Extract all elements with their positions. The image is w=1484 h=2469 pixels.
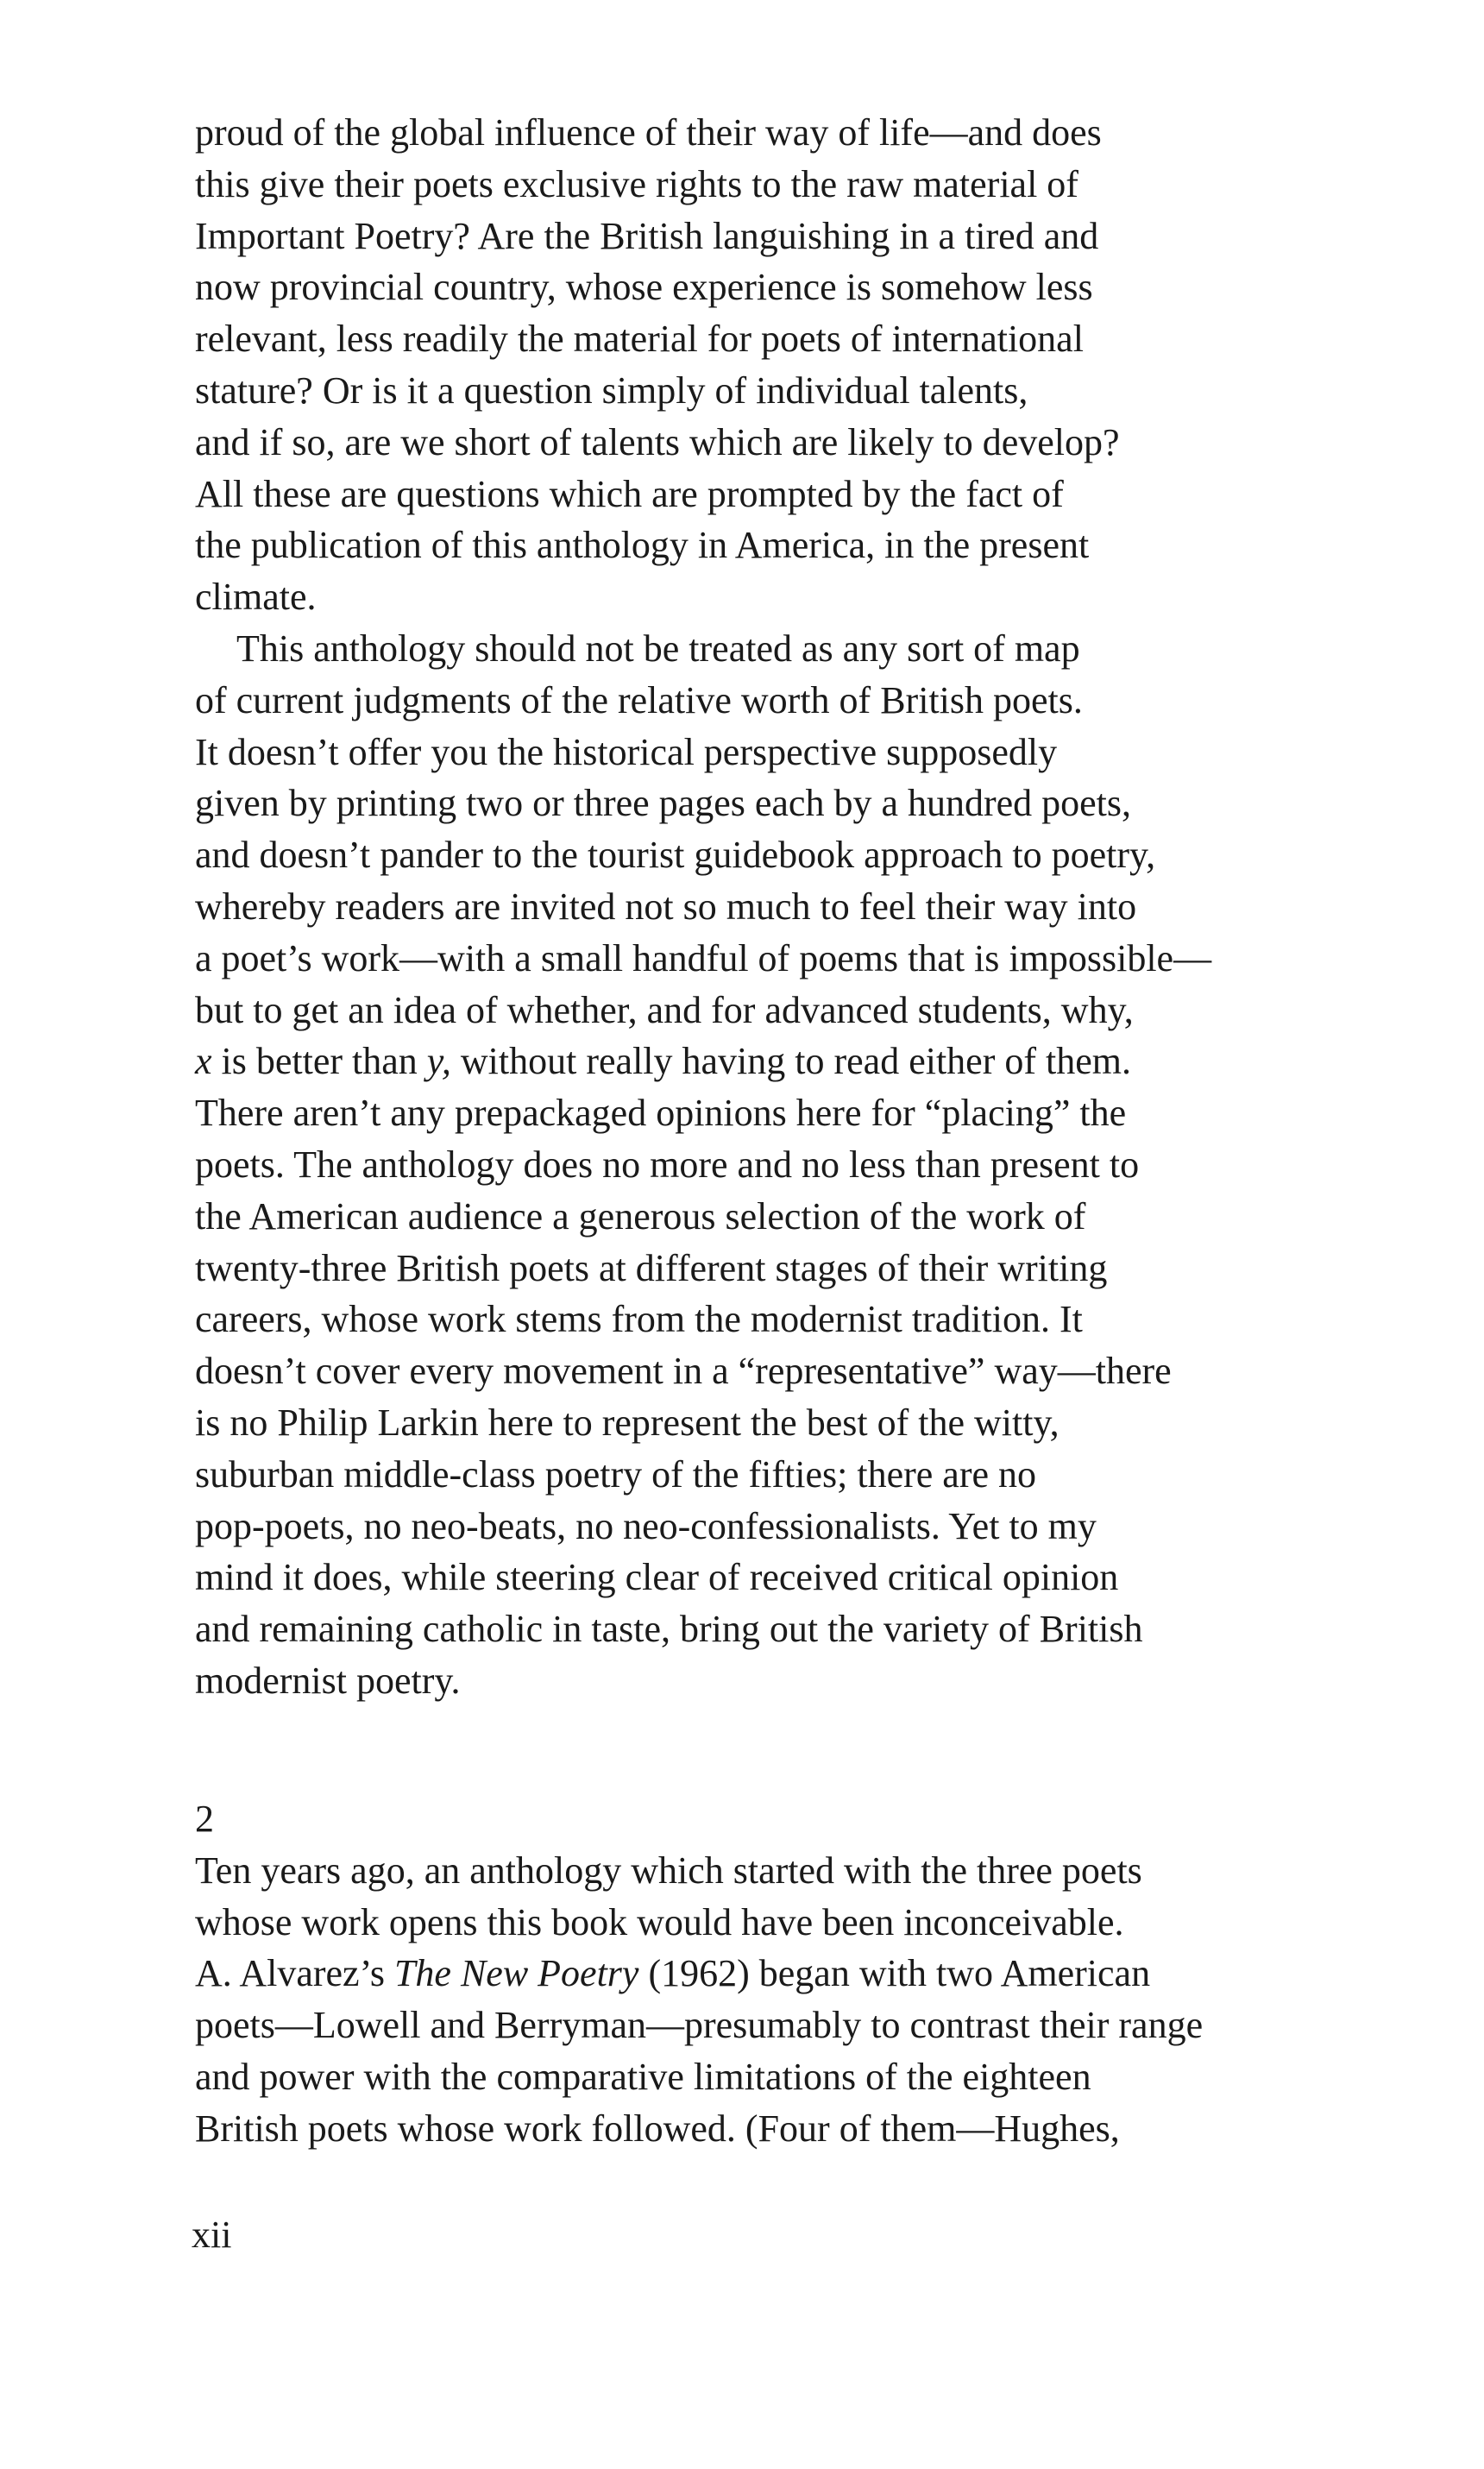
text-line: a poet’s work—with a small handful of poems that is impossible— xyxy=(195,936,1212,979)
text-line: twenty-three British poets at different stages of their writing xyxy=(195,1246,1108,1289)
text-line: British poets whose work followed. (Four of them—Hughes, xyxy=(195,2107,1120,2150)
text-line: the publication of this anthology in America, in the present xyxy=(195,524,1090,567)
text-line: climate. xyxy=(195,576,317,619)
section-number: 2 xyxy=(195,1797,214,1840)
text-line: stature? Or is it a question simply of individual talents, xyxy=(195,368,1028,412)
text-line: is no Philip Larkin here to represent the best of the witty, xyxy=(195,1401,1060,1444)
text-line: mind it does, while steering clear of received critical opinion xyxy=(195,1556,1119,1599)
text-line: Important Poetry? Are the British languishing in a tired and xyxy=(195,214,1099,257)
text-line: suburban middle-class poetry of the fifties; there are no xyxy=(195,1452,1037,1496)
text-line-xy xyxy=(195,1036,1317,1087)
text-line: All these are questions which are prompted by the fact of xyxy=(195,472,1064,515)
text-line: proud of the global influence of their way of life—and does xyxy=(195,111,1102,154)
text-line: It doesn’t offer you the historical perspective supposedly xyxy=(195,730,1058,773)
text-line: careers, whose work stems from the modernist tradition. It xyxy=(195,1298,1083,1341)
text-line: given by printing two or three pages each by a hundred poets, xyxy=(195,782,1132,825)
text-line: whose work opens this book would have been inconceivable. xyxy=(195,1900,1124,1943)
text-line: poets. The anthology does no more and no less than present to xyxy=(195,1143,1140,1186)
italic-var-y: y, xyxy=(426,1040,451,1083)
text-line: and doesn’t pander to the tourist guidebook approach to poetry, xyxy=(195,834,1156,877)
section-2 xyxy=(195,1793,1317,2155)
text-run: without really having to read either of them. xyxy=(450,1040,1131,1083)
text-run: is better than xyxy=(211,1040,427,1083)
text-line: poets—Lowell and Berryman—presumably to contrast their range xyxy=(195,2004,1204,2047)
text-line: Ten years ago, an anthology which started with the three poets xyxy=(195,1849,1142,1892)
page-number: xii xyxy=(192,2214,232,2256)
text-line: There aren’t any prepackaged opinions here for “placing” the xyxy=(195,1092,1127,1135)
text-line: whereby readers are invited not so much to feel their way into xyxy=(195,885,1137,928)
text-line: modernist poetry. xyxy=(195,1659,461,1702)
paragraph-2 xyxy=(195,623,1317,1707)
paragraph-1 xyxy=(195,107,1317,623)
text-line: now provincial country, whose experience is somehow less xyxy=(195,266,1093,309)
text-line: doesn’t cover every movement in a “representative” way—there xyxy=(195,1350,1172,1393)
text-line: relevant, less readily the material for poets of international xyxy=(195,318,1084,361)
text-run: A. Alvarez’s xyxy=(195,1952,394,1995)
text-line-title xyxy=(195,1948,1317,2000)
text-line: and power with the comparative limitations of the eighteen xyxy=(195,2055,1091,2098)
italic-var-x: x xyxy=(195,1040,212,1083)
text-line: This anthology should not be treated as any sort of map xyxy=(236,627,1080,670)
text-line: and if so, are we short of talents which are likely to develop? xyxy=(195,420,1120,463)
text-line: of current judgments of the relative worth of British poets. xyxy=(195,678,1083,721)
book-title: The New Poetry xyxy=(393,1952,639,1995)
text-line: and remaining catholic in taste, bring out the variety of British xyxy=(195,1608,1143,1651)
text-line: pop-poets, no neo-beats, no neo-confessionalists. Yet to my xyxy=(195,1504,1097,1547)
text-run: (1962) began with two American xyxy=(638,1952,1151,1995)
section-gap xyxy=(195,1707,1317,1793)
text-line: but to get an idea of whether, and for advanced students, why, xyxy=(195,988,1134,1031)
text-line: this give their poets exclusive rights to the raw material of xyxy=(195,162,1078,205)
body-text xyxy=(195,107,1317,2154)
text-line: the American audience a generous selection of the work of xyxy=(195,1194,1086,1238)
